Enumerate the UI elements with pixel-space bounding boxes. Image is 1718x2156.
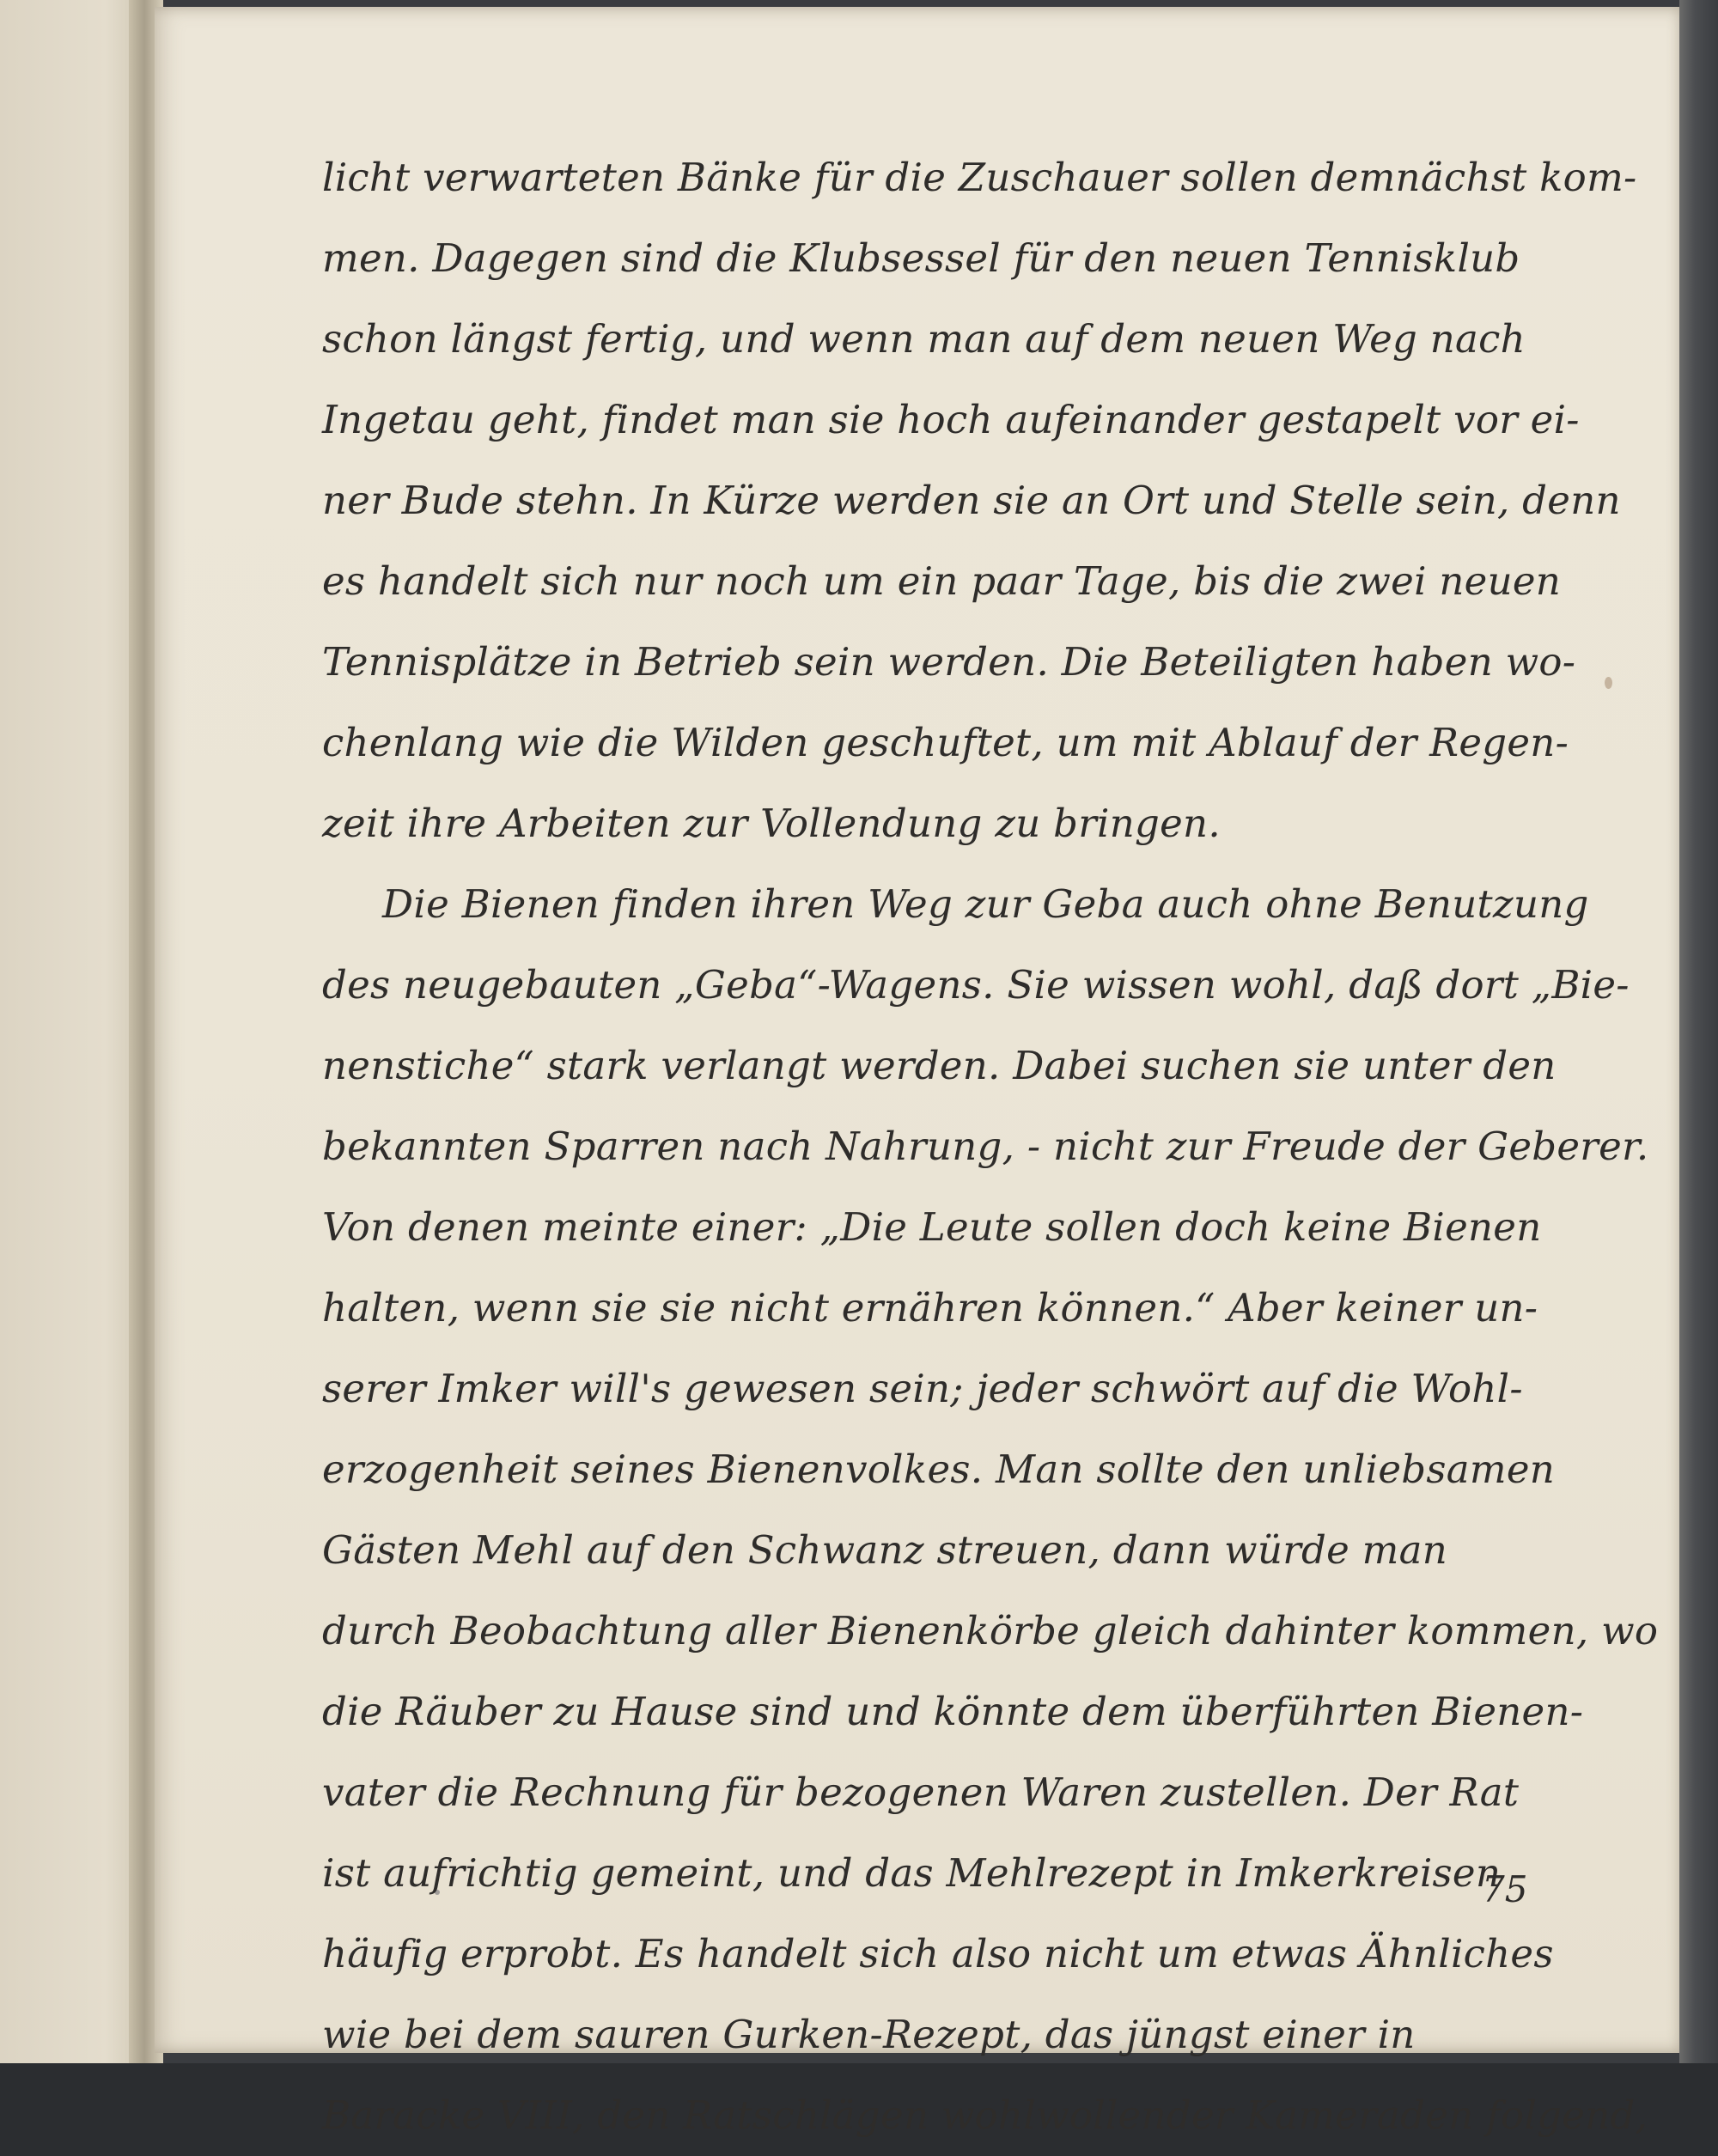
left-facing-page: [0, 0, 150, 2063]
text-line: ist aufrichtig gemeint, und das Mehlrezept in Imkerkreisen: [322, 1850, 1502, 1896]
text-line: es handelt sich nur noch um ein paar Tage, bis die zwei neuen: [322, 558, 1562, 604]
text-line: Baracke VIII, den Ratschlägen wohlwollender Kameraden folgend,: [322, 2092, 1648, 2138]
text-line: licht verwarteten Bänke für die Zuschauer sollen demnächst kom-: [322, 155, 1637, 200]
paper-stain: [1605, 677, 1612, 689]
text-line-paragraph-start: Die Bienen finden ihren Weg zur Geba auch ohne Benutzung: [382, 881, 1589, 927]
page-number: 75: [1482, 1868, 1528, 1910]
text-line: Gästen Mehl auf den Schwanz streuen, dann würde man: [322, 1527, 1448, 1573]
text-line: Ingetau geht, findet man sie hoch aufeinander gestapelt vor ei-: [322, 397, 1580, 442]
text-line: Von denen meinte einer: „Die Leute sollen doch keine Bienen: [322, 1204, 1542, 1250]
text-line: chenlang wie die Wilden geschuftet, um mit Ablauf der Regen-: [322, 720, 1569, 765]
text-line: durch Beobachtung aller Bienenkörbe gleich dahinter kommen, wo: [322, 1608, 1659, 1654]
text-line: erzogenheit seines Bienenvolkes. Man sollte den unliebsamen: [322, 1446, 1556, 1492]
text-line: serer Imker will's gewesen sein; jeder schwört auf die Wohl-: [322, 1366, 1523, 1411]
text-line: wie bei dem sauren Gurken-Rezept, das jüngst einer in: [322, 2012, 1416, 2057]
text-line: schon längst fertig, und wenn man auf dem neuen Weg nach: [322, 316, 1526, 362]
text-line: halten, wenn sie sie nicht ernähren können.“ Aber keiner un-: [322, 1285, 1538, 1331]
handwritten-text-block: [322, 137, 1659, 2156]
text-line: des neugebauten „Geba“-Wagens. Sie wissen wohl, daß dort „Bie-: [322, 962, 1630, 1008]
text-line: vater die Rechnung für bezogenen Waren zustellen. Der Rat: [322, 1769, 1520, 1815]
scanner-edge: [1679, 0, 1718, 2063]
text-line: zeit ihre Arbeiten zur Vollendung zu bringen.: [322, 801, 1221, 846]
text-line: die Räuber zu Hause sind und könnte dem überführten Bienen-: [322, 1689, 1584, 1734]
text-line: men. Dagegen sind die Klubsessel für den neuen Tennisklub: [322, 235, 1520, 281]
text-line: bekannten Sparren nach Nahrung, - nicht zur Freude der Geberer.: [322, 1124, 1649, 1169]
text-line: Tennisplätze in Betrieb sein werden. Die Beteiligten haben wo-: [322, 639, 1576, 685]
text-line: häufig erprobt. Es handelt sich also nicht um etwas Ähnliches: [322, 1931, 1554, 1976]
text-line: ner Bude stehn. In Kürze werden sie an Ort und Stelle sein, denn: [322, 478, 1621, 523]
text-line: nenstiche“ stark verlangt werden. Dabei suchen sie unter den: [322, 1043, 1557, 1088]
